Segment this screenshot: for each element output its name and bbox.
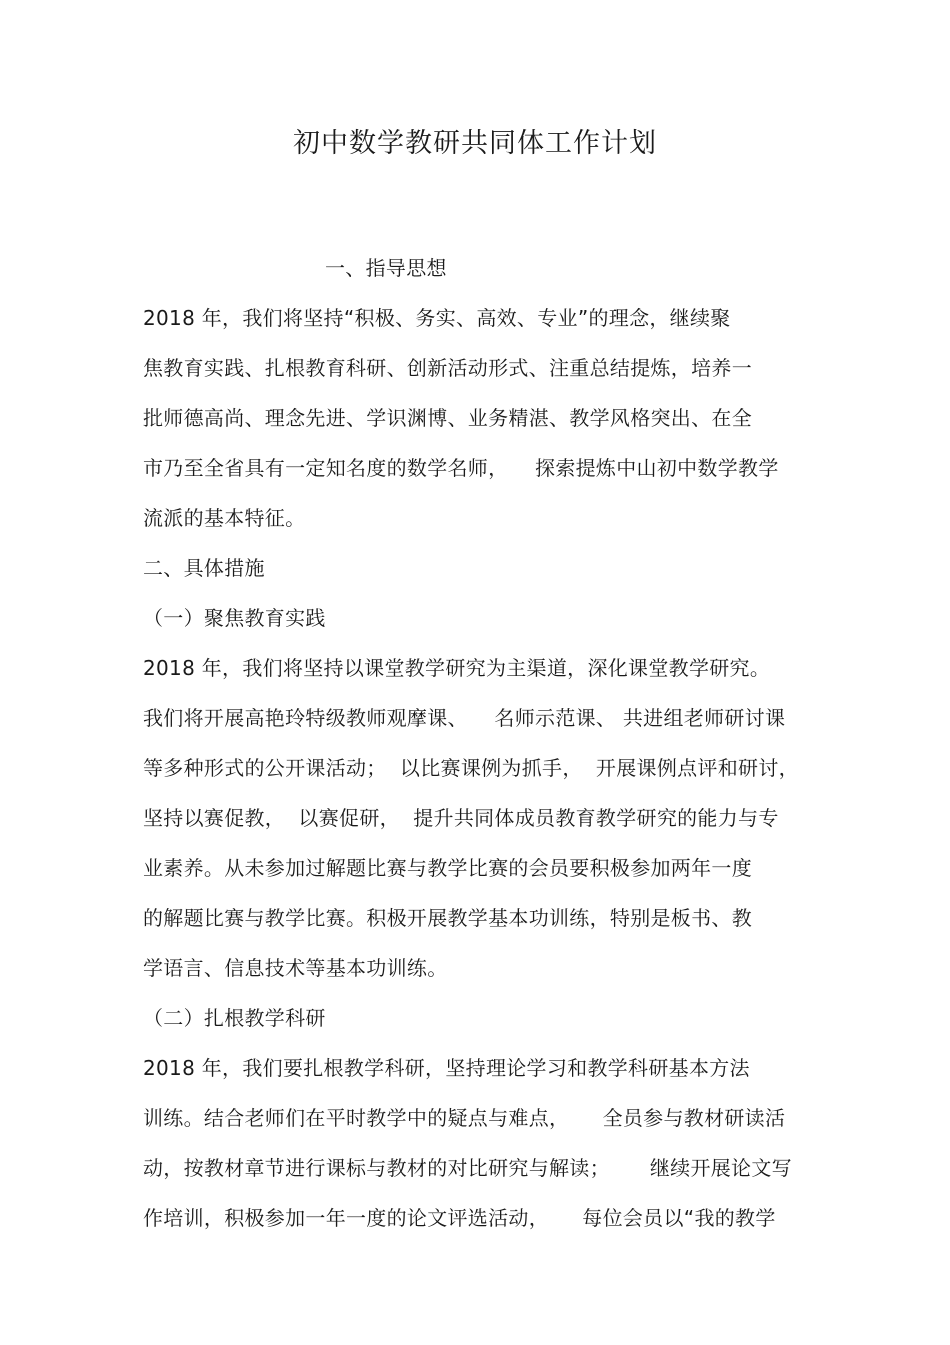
paragraph-line: 焦教育实践、扎根教育科研、创新活动形式、注重总结提炼，培养一 [143, 356, 752, 380]
paragraph-line: 作培训，积极参加一年一度的论文评选活动， 每位会员以“我的教学 [143, 1206, 776, 1230]
paragraph-line: 业素养。从未参加过解题比赛与教学比赛的会员要积极参加两年一度 [143, 856, 752, 880]
section-heading-guiding-ideology: 一、指导思想 [325, 256, 447, 280]
paragraph-line: 训练。结合老师们在平时教学中的疑点与难点， 全员参与教材研读活 [143, 1106, 786, 1130]
paragraph-line: 2018 年，我们将坚持以课堂教学研究为主渠道，深化课堂教学研究。 [143, 656, 771, 680]
subsection-heading-teaching-research: （二）扎根教学科研 [143, 1006, 326, 1030]
paragraph-line: 流派的基本特征。 [143, 506, 306, 530]
paragraph-line: 的解题比赛与教学比赛。积极开展教学基本功训练，特别是板书、教 [143, 906, 752, 930]
paragraph-line: 批师德高尚、理念先进、学识渊博、业务精湛、教学风格突出、在全 [143, 406, 752, 430]
subsection-heading-education-practice: （一）聚焦教育实践 [143, 606, 326, 630]
paragraph-line: 等多种形式的公开课活动； 以比赛课例为抓手， 开展课例点评和研讨， [143, 756, 799, 780]
paragraph-line: 动，按教材章节进行课标与教材的对比研究与解读； 继续开展论文写 [143, 1156, 792, 1180]
paragraph-line: 市乃至全省具有一定知名度的数学名师， 探索提炼中山初中数学教学 [143, 456, 779, 480]
document-title: 初中数学教研共同体工作计划 [293, 128, 657, 159]
section-heading-specific-measures: 二、具体措施 [143, 556, 265, 580]
paragraph-line: 我们将开展高艳玲特级教师观摩课、 名师示范课、 共进组老师研讨课 [143, 706, 786, 730]
paragraph-line: 坚持以赛促教， 以赛促研， 提升共同体成员教育教学研究的能力与专 [143, 806, 779, 830]
paragraph-line: 学语言、信息技术等基本功训练。 [143, 956, 448, 980]
paragraph-line: 2018 年，我们将坚持“积极、务实、高效、专业”的理念，继续聚 [143, 306, 731, 330]
paragraph-line: 2018 年，我们要扎根教学科研，坚持理论学习和教学科研基本方法 [143, 1056, 750, 1080]
